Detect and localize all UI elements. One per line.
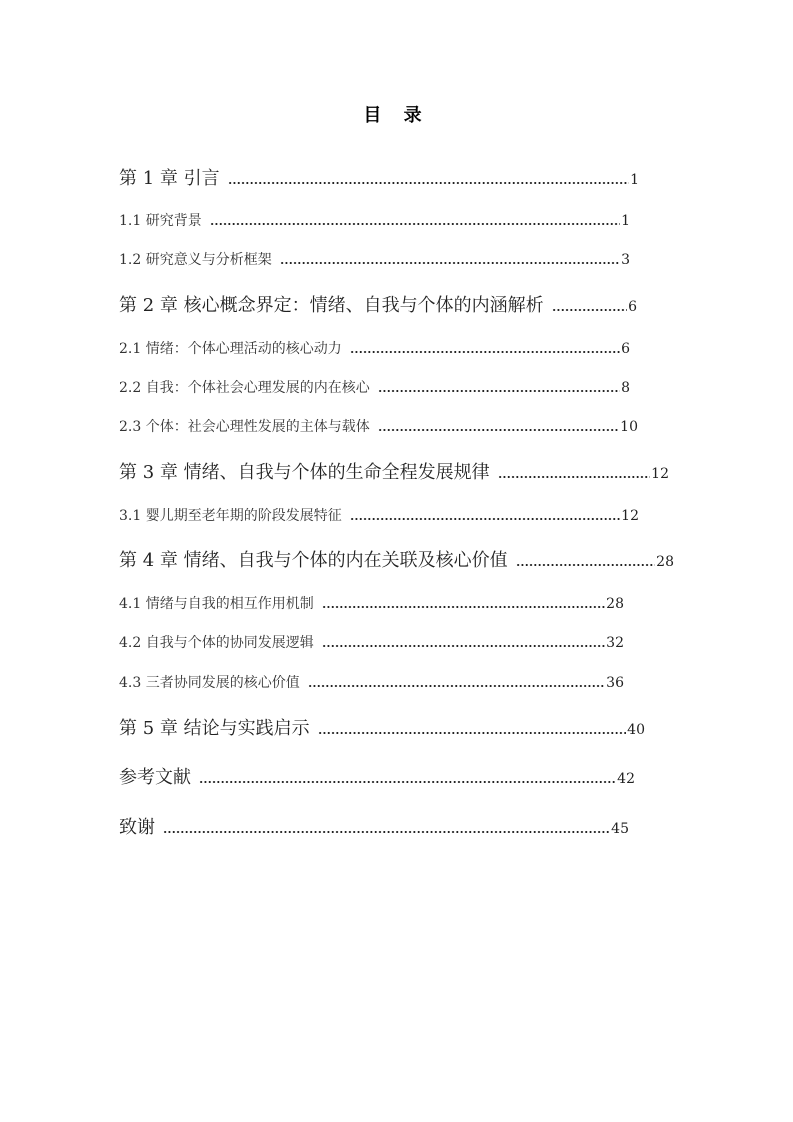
dot-leader bbox=[308, 684, 605, 688]
dot-leader bbox=[378, 428, 619, 432]
toc-section-entry[interactable] bbox=[119, 507, 639, 525]
toc-entry-label: 第 4 章 情绪、自我与个体的内在关联及核心价值 bbox=[119, 550, 508, 571]
toc-section-entry[interactable] bbox=[119, 674, 624, 692]
toc-page-number: 6 bbox=[621, 341, 630, 357]
toc-entry-label: 第 5 章 结论与实践启示 bbox=[119, 718, 310, 739]
toc-page-number: 28 bbox=[656, 554, 674, 570]
dot-leader bbox=[210, 222, 620, 226]
toc-entry-label: 2.3 个体：社会心理性发展的主体与载体 bbox=[119, 419, 370, 435]
toc-page-number: 45 bbox=[611, 821, 629, 837]
toc-entry-label: 1.1 研究背景 bbox=[119, 213, 202, 229]
dot-leader bbox=[378, 389, 620, 393]
toc-page-number: 40 bbox=[627, 722, 645, 738]
toc-page-number: 12 bbox=[621, 508, 639, 524]
toc-section-entry[interactable] bbox=[119, 418, 638, 436]
toc-page-number: 10 bbox=[620, 419, 638, 435]
toc-page-number: 3 bbox=[621, 252, 630, 268]
dot-leader bbox=[498, 475, 651, 479]
toc-section-entry[interactable] bbox=[119, 634, 624, 652]
toc-section-entry[interactable] bbox=[119, 340, 630, 358]
toc-section-entry[interactable] bbox=[119, 595, 624, 613]
dot-leader bbox=[322, 605, 605, 609]
toc-chapter-entry[interactable] bbox=[119, 295, 637, 318]
toc-section-entry[interactable] bbox=[119, 212, 630, 230]
toc-entry-label: 4.3 三者协同发展的核心价值 bbox=[119, 675, 300, 691]
toc-chapter-entry[interactable] bbox=[119, 168, 639, 191]
toc-entry-label: 1.2 研究意义与分析框架 bbox=[119, 252, 272, 268]
dot-leader bbox=[199, 780, 616, 784]
dot-leader bbox=[350, 517, 620, 521]
toc-entry-label: 2.2 自我：个体社会心理发展的内在核心 bbox=[119, 380, 370, 396]
toc-entry-label: 参考文献 bbox=[119, 767, 191, 788]
dot-leader bbox=[228, 181, 629, 185]
dot-leader bbox=[322, 644, 605, 648]
toc-entry-label: 3.1 婴儿期至老年期的阶段发展特征 bbox=[119, 508, 342, 524]
toc-page-number: 1 bbox=[621, 213, 630, 229]
toc-page-number: 12 bbox=[651, 466, 669, 482]
toc-entry-label: 2.1 情绪：个体心理活动的核心动力 bbox=[119, 341, 342, 357]
toc-entry-label: 致谢 bbox=[119, 817, 155, 838]
dot-leader bbox=[318, 731, 627, 735]
toc-entry-label: 第 2 章 核心概念界定：情绪、自我与个体的内涵解析 bbox=[119, 295, 544, 316]
toc-entry-label: 第 3 章 情绪、自我与个体的生命全程发展规律 bbox=[119, 462, 490, 483]
toc-page-number: 6 bbox=[628, 299, 637, 315]
toc-chapter-entry[interactable] bbox=[119, 817, 629, 840]
toc-page-number: 42 bbox=[617, 771, 635, 787]
toc-page-number: 8 bbox=[621, 380, 630, 396]
toc-entry-label: 4.2 自我与个体的协同发展逻辑 bbox=[119, 635, 314, 651]
toc-entry-label: 4.1 情绪与自我的相互作用机制 bbox=[119, 596, 314, 612]
toc-chapter-entry[interactable] bbox=[119, 767, 635, 790]
toc-page-number: 36 bbox=[606, 675, 624, 691]
dot-leader bbox=[163, 830, 610, 834]
dot-leader bbox=[280, 261, 620, 265]
toc-section-entry[interactable] bbox=[119, 379, 630, 397]
toc-chapter-entry[interactable] bbox=[119, 550, 674, 573]
toc-chapter-entry[interactable] bbox=[119, 718, 645, 741]
toc-chapter-entry[interactable] bbox=[119, 462, 669, 485]
dot-leader bbox=[552, 308, 627, 312]
dot-leader bbox=[350, 350, 620, 354]
toc-page-number: 28 bbox=[606, 596, 624, 612]
dot-leader bbox=[516, 563, 656, 567]
toc-entry-label: 第 1 章 引言 bbox=[119, 168, 220, 189]
toc-page-number: 1 bbox=[630, 172, 639, 188]
toc-page-number: 32 bbox=[606, 635, 624, 651]
toc-section-entry[interactable] bbox=[119, 251, 630, 269]
toc-title: 目 录 bbox=[363, 105, 430, 126]
